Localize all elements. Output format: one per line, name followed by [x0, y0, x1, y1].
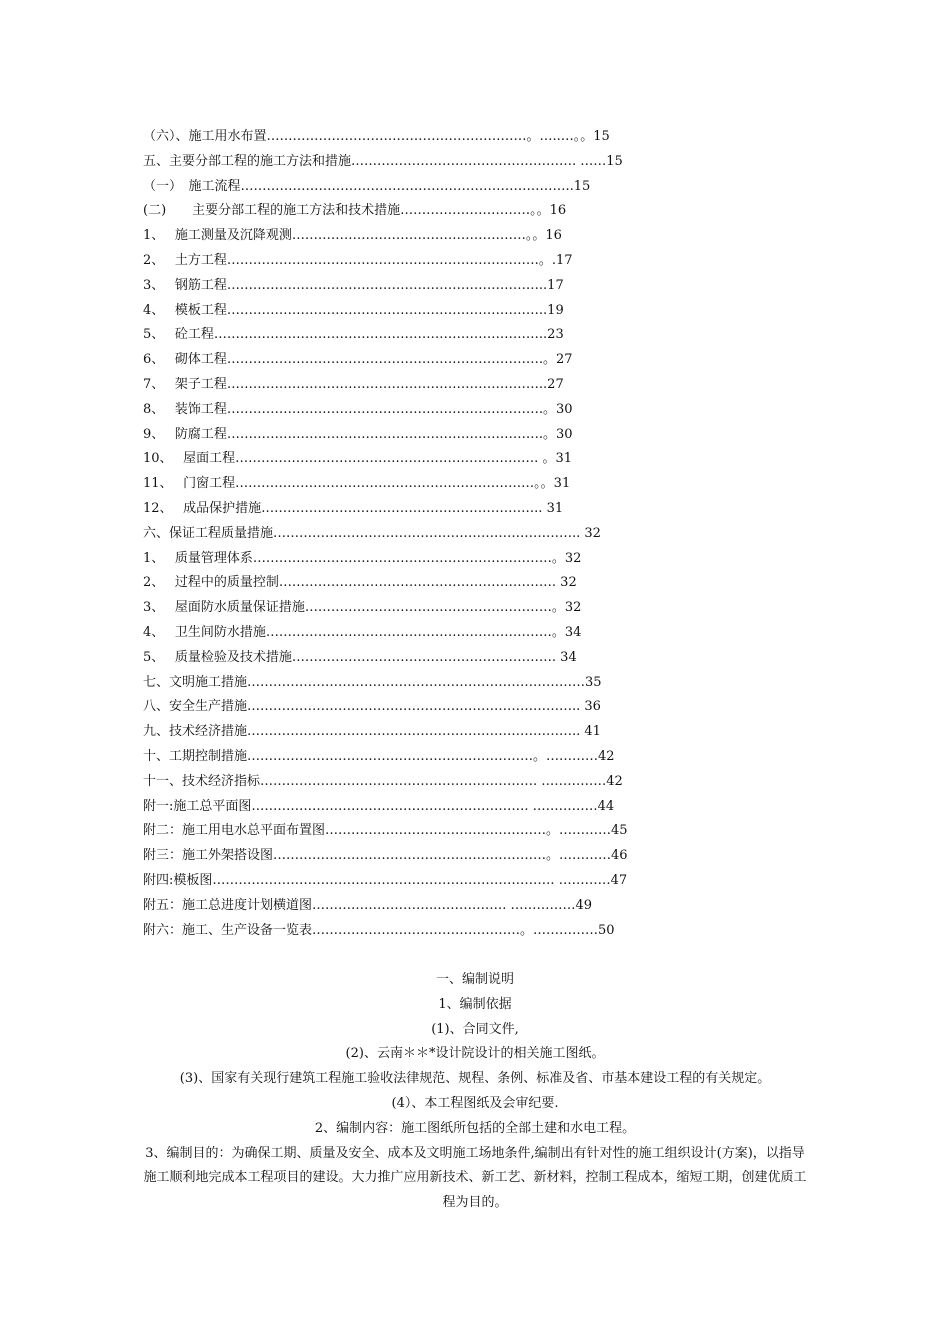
toc-entry: 附六：施工、生产设备一览表…………………………………………。……………50	[143, 922, 615, 938]
basis-item: (1)、合同文件,	[431, 1021, 519, 1037]
section-heading: 一、编制说明	[435, 972, 514, 987]
basis-item: (3)、国家有关现行建筑工程施工验收法律规范、规程、条例、标准及省、市基本建设工程的有关规定。	[179, 1071, 771, 1087]
toc-entry: 2、 过程中的质量控制………………………………………………………. 32	[143, 575, 577, 591]
toc-entry: 九、技术经济措施………………………………………………………………….. 41	[143, 724, 601, 740]
basis-item: (4）、本工程图纸及会审纪要.	[391, 1095, 559, 1111]
toc-entry: 9、 防腐工程……………………………………………………………….。30	[143, 426, 573, 442]
toc-entry: 十一、技术经济指标………………………………………………………. ……………42	[143, 773, 623, 789]
toc-entry: 7、 架子工程………………………………………………………………..27	[143, 376, 564, 392]
toc-entry: 附一:施工总平面图………………………………………………………. ……………44	[143, 798, 615, 814]
toc-entry: 1、 质量管理体系……………………………………………………………。32	[143, 550, 582, 566]
toc-entry: 十、工期控制措施…………………………………………………………。…………42	[143, 748, 615, 764]
toc-entry: （一） 施工流程…………………………………………………………………..15	[143, 178, 591, 194]
toc-entry: 附二：施工用电水总平面布置图……………………………………………。…………45	[143, 823, 628, 839]
subsection-heading: 1、编制依据	[438, 996, 512, 1012]
toc-entry: 10、 屋面工程……………………………………………………………. 。31	[143, 451, 572, 467]
toc-entry: （六）、施工用水布置……………………………………………………。…..…。。15	[143, 129, 610, 144]
toc-entry: 12、 成品保护措施……………………………………………………….. 31	[143, 500, 564, 516]
toc-entry: 六、保证工程质量措施…………………………………………………………….. 32	[143, 525, 601, 541]
toc-entry: 七、文明施工措施……………………………………………………………………35	[143, 674, 602, 690]
toc-entry: (二) 主要分部工程的施工方法和技术措施…………………………。。16	[143, 203, 567, 219]
toc-entry: 5、 质量检验及技术措施……………………………………………………. 34	[143, 649, 577, 665]
toc-entry: 4、 卫生间防水措施…………………………………………………………。34	[143, 624, 582, 640]
toc-entry: 附三：施工外架搭设图………………………………………………………。…………46	[143, 848, 628, 864]
toc-entry: 1、 施工测量及沉降观测………………………………………………。。16	[143, 228, 562, 244]
toc-entry: 8、 装饰工程……………………………………………………………….。30	[143, 401, 573, 417]
compilation-notes-section	[140, 968, 810, 1216]
toc-entry: 附五：施工总进度计划横道图………………………..……………. ……………49	[143, 897, 593, 913]
toc-entry: 6、 砌体工程……………………………………………………………….。27	[143, 352, 573, 368]
toc-entry: 3、 钢筋工程………………………………………………………………..17	[143, 277, 564, 293]
basis-item: (2)、云南＊＊*设计院设计的相关施工图纸。	[345, 1046, 605, 1062]
toc-entry: 2、 土方工程………………………………………………………………。.17	[143, 252, 573, 268]
toc-entry: 八、安全生产措施………………………………………………………………….. 36	[143, 699, 601, 715]
content-paragraph: 2、编制内容：施工图纸所包括的全部土建和水电工程。	[314, 1120, 636, 1136]
toc-entry: 3、 屋面防水质量保证措施…………………………………………………。32	[143, 600, 582, 616]
purpose-paragraph: 3、编制目的：为确保工期、质量及安全、成本及文明施工场地条件,编制出有针对性的施工组织设计(方案)，以指导施工顺利地完成本工程项目的建设。大力推广应用新技术、新工艺、新材料，控制工程成本，缩短工期，创建优质工程为目的。	[143, 1145, 807, 1211]
toc-entry: 附四:模板图……………………………………………………………………. …………47	[143, 872, 628, 888]
toc-entry: 五、主要分部工程的施工方法和措施……………………………………………. ……15	[143, 153, 623, 169]
toc-entry: 4、 模板工程………………………………………………………………..19	[143, 302, 564, 318]
table-of-contents	[143, 125, 663, 943]
toc-entry: 11、 门窗工程……………………………………………………………。。31	[143, 476, 571, 492]
toc-entry: 5、 砼工程…………………………………………………………………..23	[143, 327, 564, 343]
